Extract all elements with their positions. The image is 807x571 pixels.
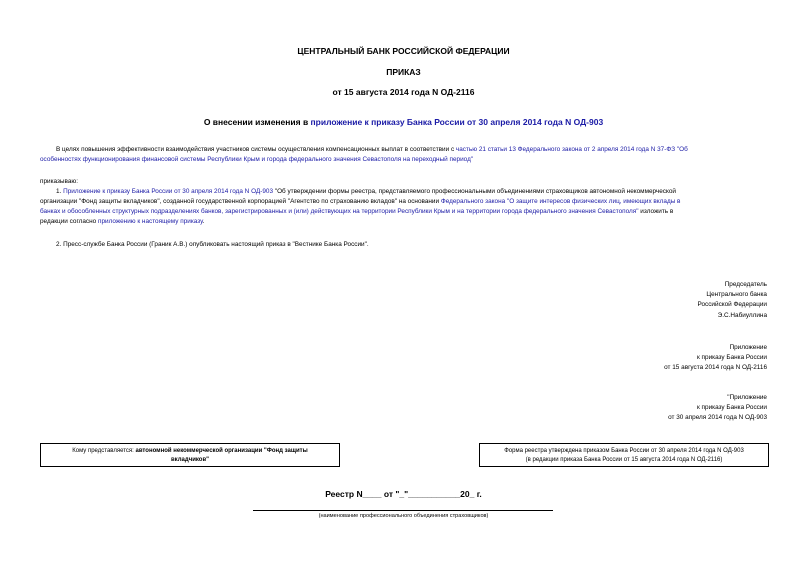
form-approval-box (479, 443, 769, 467)
signature-line-1: Председатель (724, 281, 767, 288)
order-word: приказываю: (40, 178, 78, 185)
recipient-box (40, 443, 340, 467)
item1-number: 1. (56, 188, 64, 195)
law-37fz-link[interactable]: частью 21 статьи 13 Федерального закона от 2 апреля 2014 года N 37-ФЗ "Об (455, 146, 688, 153)
bank-name: ЦЕНТРАЛЬНЫЙ БАНК РОССИЙСКОЙ ФЕДЕРАЦИИ (297, 46, 510, 56)
doc-date-number: от 15 августа 2014 года N ОД-2116 (332, 87, 475, 97)
appendix-order-link[interactable]: Приложение к приказу Банка России от 30 апреля 2014 года N ОД-903 (63, 188, 274, 195)
signature-line-3: Российской Федерации (697, 301, 767, 309)
item1-line-3 (40, 207, 673, 217)
appendix-link[interactable]: приложению к настоящему приказу (97, 218, 203, 225)
signature-block (698, 280, 768, 321)
federal-law-link[interactable]: Федерального закона "О защите интересов физических лиц, имеющих вклады в (440, 198, 681, 205)
appendix-line-1: Приложение (729, 344, 767, 351)
appendix-line-3: от 15 августа 2014 года N ОД-2116 (664, 364, 767, 372)
law-37fz-link-cont[interactable]: особенностях функционирования финансовой системы Республики Крым и города федерального значения Севастополя на переходный период" (40, 156, 474, 163)
registry-title: Реестр N____ от "_"___________20_ г. (325, 489, 482, 499)
recipient-value-cont: вкладчиков" (170, 456, 209, 463)
item1-text-3: изложить в (638, 208, 674, 215)
registry-underline (253, 510, 553, 511)
form-approval-line-1: Форма реестра утверждена приказом Банка России от 30 апреля 2014 года N ОД-903 (504, 448, 744, 454)
appendix-quote-line-2: к приказу Банка России (696, 404, 767, 412)
preamble-text: В целях повышения эффективности взаимодействия участников системы осуществления компенсационных выплат в соответствии с (56, 146, 456, 153)
appendix-line-2: к приказу Банка России (696, 354, 767, 362)
item1-text: "Об утверждении формы реестра, представляемого профессиональными объединениями страховщиков автономной некоммерческой (273, 188, 676, 195)
signature-line-2: Центрального банка (706, 291, 767, 299)
title-prefix: О внесении изменения в (203, 117, 311, 127)
item1-text-2: организации "Фонд защиты вкладчиков", созданной государственной корпорацией "Агентство по страхованию вкладов" на основании (40, 198, 441, 205)
appendix-quote-line-3: от 30 апреля 2014 года N ОД-903 (668, 414, 767, 422)
recipient-value: автономной некоммерческой организации "Фонд защиты (135, 448, 308, 454)
doc-type: ПРИКАЗ (386, 67, 421, 77)
title-link[interactable]: приложение к приказу Банка России от 30 апреля 2014 года N ОД-903 (310, 117, 604, 127)
form-approval-line-2: (в редакции приказа Банка России от 15 августа 2014 года N ОД-2116) (525, 456, 723, 463)
preamble-line-2 (40, 155, 473, 165)
page-title (0, 117, 807, 127)
item2: 2. Пресс-службе Банка России (Граник А.В.) опубликовать настоящий приказ в "Вестнике Банка России". (56, 241, 369, 248)
item1-end: . (202, 218, 205, 225)
recipient-line-1 (41, 447, 339, 456)
recipient-label: Кому представляется: (72, 448, 136, 454)
item1-line-1 (56, 187, 676, 197)
item1-text-4: редакции согласно (40, 218, 98, 225)
appendix-block (664, 343, 767, 374)
appendix-quote-block (668, 393, 767, 424)
item1-line-2 (40, 197, 680, 207)
federal-law-link-cont[interactable]: банках и обособленных структурных подразделениях банков, зарегистрированных и (или) действующих на территории Республики Крым и на территории города федерального значения Севастополя" (40, 208, 639, 215)
appendix-quote-line-1: "Приложение (727, 394, 767, 401)
registry-caption: (наименование профессионального объединения страховщиков) (318, 513, 489, 519)
signature-name: Э.С.Набиуллина (717, 311, 767, 319)
preamble-line-1 (56, 145, 776, 155)
item1-line-4 (40, 217, 204, 227)
